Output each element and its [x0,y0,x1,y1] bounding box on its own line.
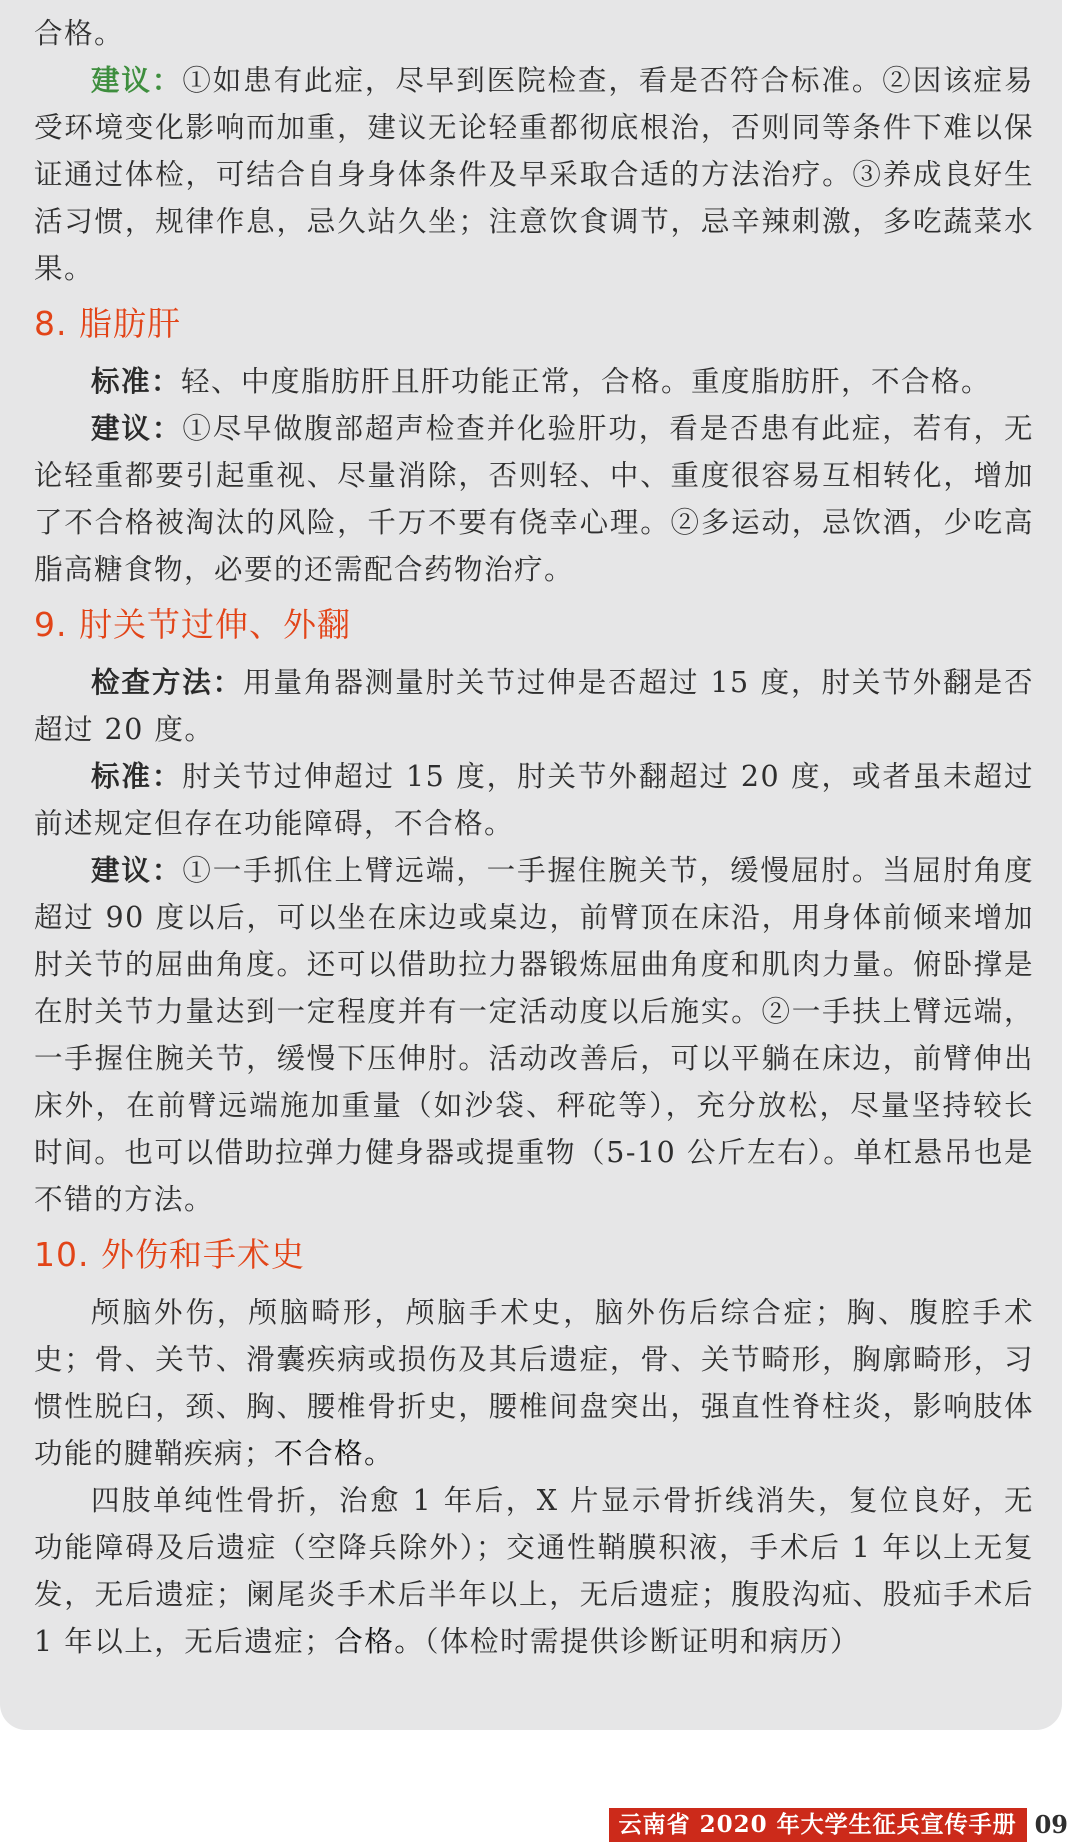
advice-label: 建议： [91,63,183,97]
standard-label: 标准： [91,364,182,398]
standard-label: 标准： [91,759,183,793]
section-10-para-2: 四肢单纯性骨折，治愈 1 年后，X 片显示骨折线消失，复位良好，无功能障碍及后遗症（空降兵除外）；交通性鞘膜积液，手术后 1 年以上无复发，无后遗症；阑尾炎手术后半年以上，无后遗症；腹股沟疝、股疝手术后 1 年以上，无后遗症；合格。（体检时需提供诊断证明和病历） [34,1484,1034,1658]
intro-continuation: 合格。 [34,17,125,50]
content-body [34,10,1034,1665]
section-9-title: 9. 肘关节过伸、外翻 [34,605,351,644]
section-8-title: 8. 脂肪肝 [34,304,181,343]
section-9-advice: 建议：①一手抓住上臂远端，一手握住腕关节，缓慢屈肘。当屈肘角度超过 90 度以后，可以坐在床边或桌边，前臂顶在床沿，用身体前倾来增加肘关节的屈曲角度。还可以借助拉力器锻炼屈曲角度和肌肉力量。俯卧撑是在肘关节力量达到一定程度并有一定活动度以后施实。②一手扶上臂远端，一手握住腕关节，缓慢下压伸肘。活动改善后，可以平躺在床边，前臂伸出床外，在前臂远端施加重量（如沙袋、秤砣等），充分放松，尽量坚持较长时间。也可以借助拉弹力健身器或提重物（5-10 公斤左右）。单杠悬吊也是不错的方法。 [34,853,1034,1216]
note: （体检时需提供诊断证明和病历） [424,1625,860,1658]
result-label: 不合格。 [274,1437,395,1470]
result-label: 合格。 [334,1625,425,1658]
intro-advice: 建议：①如患有此症，尽早到医院检查，看是否符合标准。②因该症易受环境变化影响而加重，建议无论轻重都彻底根治，否则同等条件下难以保证通过体检，可结合自身身体条件及早采取合适的方法治疗。③养成良好生活习惯，规律作息，忌久站久坐；注意饮食调节，忌辛辣刺激，多吃蔬菜水果。 [34,63,1034,285]
method-label: 检查方法： [91,665,244,699]
advice-label: 建议： [91,411,183,445]
page-footer [609,1808,1068,1842]
advice-label: 建议： [91,853,183,887]
section-9-standard: 标准：肘关节过伸超过 15 度，肘关节外翻超过 20 度，或者虽未超过前述规定但存在功能障碍，不合格。 [34,759,1034,840]
section-10-para-1: 颅脑外伤，颅脑畸形，颅脑手术史，脑外伤后综合症；胸、腹腔手术史；骨、关节、滑囊疾病或损伤及其后遗症，骨、关节畸形，胸廓畸形，习惯性脱臼，颈、胸、腰椎骨折史，腰椎间盘突出，强直性脊柱炎，影响肢体功能的腱鞘疾病；不合格。 [34,1296,1034,1470]
handbook-title: 云南省 2020 年大学生征兵宣传手册 [609,1808,1027,1842]
section-8-standard: 标准：轻、中度脂肪肝且肝功能正常，合格。重度脂肪肝，不合格。 [91,364,992,398]
page-number: 09 [1034,1810,1068,1839]
section-9-method: 检查方法：用量角器测量肘关节过伸是否超过 15 度，肘关节外翻是否超过 20 度。 [34,665,1034,746]
section-8-advice: 建议：①尽早做腹部超声检查并化验肝功，看是否患有此症，若有，无论轻重都要引起重视、尽量消除，否则轻、中、重度很容易互相转化，增加了不合格被淘汰的风险，千万不要有侥幸心理。②多运动，忌饮酒，少吃高脂高糖食物，必要的还需配合药物治疗。 [34,411,1034,586]
section-10-title: 10. 外伤和手术史 [34,1235,305,1274]
